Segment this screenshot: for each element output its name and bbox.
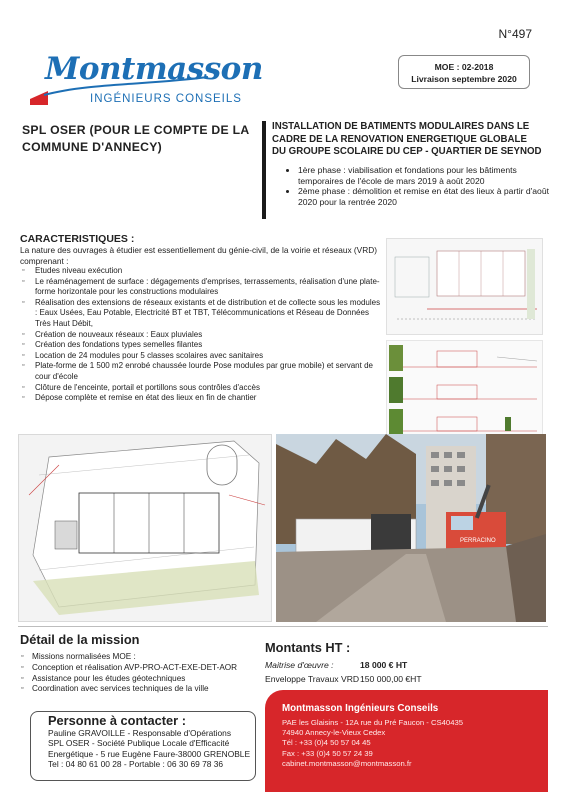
project-title: INSTALLATION DE BATIMENTS MODULAIRES DANS LE CADRE DE LA RENOVATION ENERGETIQUE GLOBALE DU GROUPE SCOLAIRE DU CEP - QUARTIER DE SEYNOD	[272, 121, 542, 157]
characteristics-intro: La nature des ouvrages à étudier est essentiellement du génie-civil, de la voirie et réseaux (VRD) comprenant :	[20, 245, 377, 266]
site-photo	[276, 434, 546, 622]
project-phases	[278, 165, 560, 207]
company-name: Montmasson Ingénieurs Conseils	[282, 703, 439, 714]
contact-line: Energétique - 5 rue Eugène Faure-38000 GRENOBLE	[48, 748, 251, 759]
list-item: ▫ Réalisation des extensions de réseaux existants et de distribution et de collecte sous les modules : Eaux Usées, Eau Potable, Electricité BT et TBT, Télécommunications et Réseau de Données Très Haut Débit,	[20, 298, 382, 330]
list-item: ▫ Assistance pour les études géotechniques	[20, 674, 260, 685]
logo-subtitle: INGÉNIEURS CONSEILS	[90, 93, 242, 105]
phase-item: • 1ère phase : viabilisation et fondations pour les bâtiments temporaires de l'école de mars 2019 à août 2020	[298, 165, 560, 186]
company-address	[282, 718, 542, 769]
address-line: PAE les Glaisins - 12A rue du Pré Faucon - CS40435	[282, 718, 464, 727]
list-item: ▫ Création de nouveaux réseaux : Eaux pluviales	[20, 330, 382, 341]
truck-label: PERRACINO	[460, 538, 496, 544]
list-item: ▫ Le réaménagement de surface : dégagements d'emprises, terrassements, réalisation d'une plate-forme horizontale pour les constructions modulaires	[20, 277, 382, 298]
list-item: ▫ Location de 24 modules pour 5 classes scolaires avec sanitaires	[20, 351, 382, 362]
list-item: ▫ Coordination avec services techniques de la ville	[20, 684, 260, 695]
list-item: ▫ Etudes niveau exécution	[20, 266, 382, 277]
characteristics-list	[20, 266, 382, 404]
address-line: 74940 Annecy-le-Vieux Cedex	[282, 728, 386, 738]
list-item: ▫ Création des fondations types semelles filantes	[20, 340, 382, 351]
characteristics-title: CARACTERISTIQUES :	[20, 233, 135, 245]
list-item: ▫ Dépose complète et remise en état des lieux en fin de chantier	[20, 393, 382, 404]
moe-delivery: Livraison septembre 2020	[411, 74, 517, 84]
logo-wordmark: Montmasson	[45, 51, 263, 87]
phone-line: Tél : +33 (0)4 50 57 04 45	[282, 738, 371, 748]
site-plan-thumbnail	[386, 238, 543, 335]
amount-label: Enveloppe Travaux VRD :	[265, 674, 364, 684]
mission-title: Détail de la mission	[20, 632, 140, 647]
project-accent-bar	[262, 121, 266, 219]
moe-box	[398, 55, 530, 89]
fax-line: Fax : +33 (0)4 50 57 24 39	[282, 748, 373, 758]
list-item: ▫ Conception et réalisation AVP-PRO-ACT-EXE-DET-AOR	[20, 663, 260, 674]
contact-details	[48, 728, 268, 770]
list-item: ▫ Missions normalisées MOE :	[20, 652, 260, 663]
site-plan-drawing	[18, 434, 272, 622]
section-divider	[18, 626, 548, 627]
amount-value: 150 000,00 €HT	[360, 674, 422, 684]
list-item: ▫ Plate-forme de 1 500 m2 enrobé chaussée lourde Pose modules par grue mobile) et servant de cour d'école	[20, 361, 382, 382]
client-name: SPL OSER (POUR LE COMPTE DE LA COMMUNE D'ANNECY)	[22, 123, 250, 154]
amount-value: 18 000 € HT	[360, 660, 408, 670]
cross-sections-drawing	[386, 340, 543, 440]
contact-title: Personne à contacter :	[48, 713, 186, 728]
contact-line: Pauline GRAVOILLE - Responsable d'Opérations	[48, 728, 232, 738]
list-item: ▫ Clôture de l'enceinte, portail et portillons sous contrôles d'accès	[20, 383, 382, 394]
reference-number: N°497	[498, 27, 532, 41]
phase-item: • 2ème phase : démolition et remise en état des lieux à partir d'août 2020 pour la rentrée 2020	[298, 186, 560, 207]
mission-list	[20, 652, 260, 695]
contact-line: Tel : 04 80 61 00 28 - Portable : 06 30 69 78 36	[48, 759, 224, 770]
email-link[interactable]: cabinet.montmasson@montmasson.fr	[282, 758, 412, 768]
amount-label: Maitrise d'œuvre :	[265, 660, 334, 670]
amounts-title: Montants HT :	[265, 640, 351, 655]
contact-line: SPL OSER - Société Publique Locale d'Efficacité	[48, 738, 230, 749]
moe-date: MOE : 02-2018	[434, 62, 494, 72]
